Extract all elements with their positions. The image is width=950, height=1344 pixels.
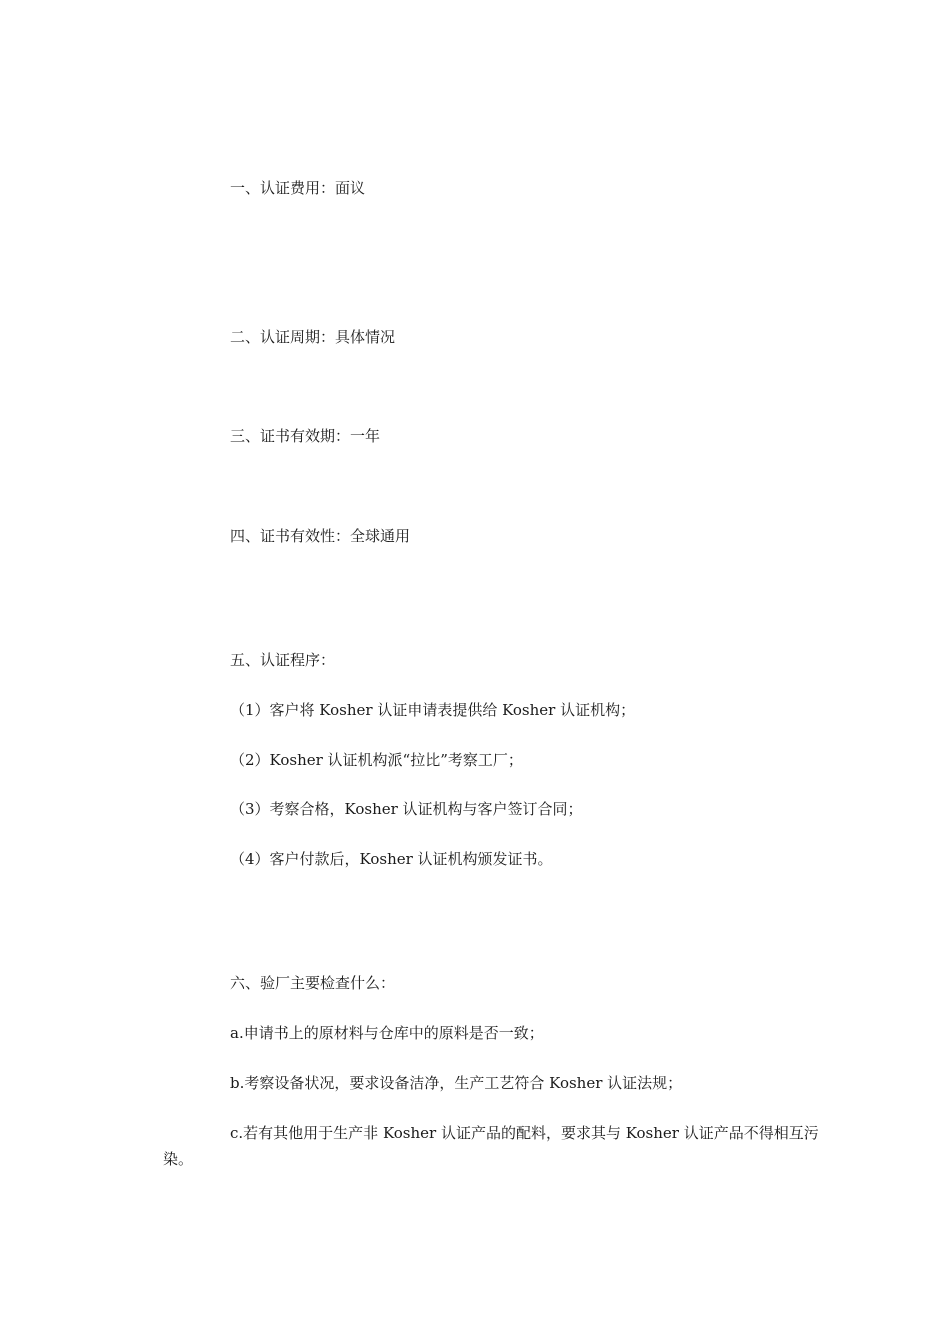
section-inspection-heading: 六、验厂主要检查什么：: [230, 974, 396, 992]
procedure-step-2: （2）Kosher 认证机构派“拉比”考察工厂；: [230, 751, 523, 769]
section-validity-period: 三、证书有效期：一年: [230, 427, 381, 445]
section-fee: 一、认证费用：面议: [230, 179, 366, 197]
procedure-step-3: （3）考察合格，Kosher 认证机构与客户签订合同；: [230, 800, 583, 818]
section-procedure-heading: 五、认证程序：: [230, 651, 336, 669]
inspection-item-b: b.考察设备状况，要求设备洁净，生产工艺符合 Kosher 认证法规；: [230, 1074, 683, 1092]
procedure-step-4: （4）客户付款后，Kosher 认证机构颁发证书。: [230, 850, 553, 868]
section-validity-scope: 四、证书有效性：全球通用: [230, 527, 411, 545]
section-period: 二、认证周期：具体情况: [230, 328, 396, 346]
inspection-item-c: c.若有其他用于生产非 Kosher 认证产品的配料，要求其与 Kosher 认证产品不得相互污染。: [163, 1124, 819, 1168]
procedure-step-1: （1）客户将 Kosher 认证申请表提供给 Kosher 认证机构；: [230, 701, 636, 719]
inspection-item-a: a.申请书上的原材料与仓库中的原料是否一致；: [230, 1024, 544, 1042]
